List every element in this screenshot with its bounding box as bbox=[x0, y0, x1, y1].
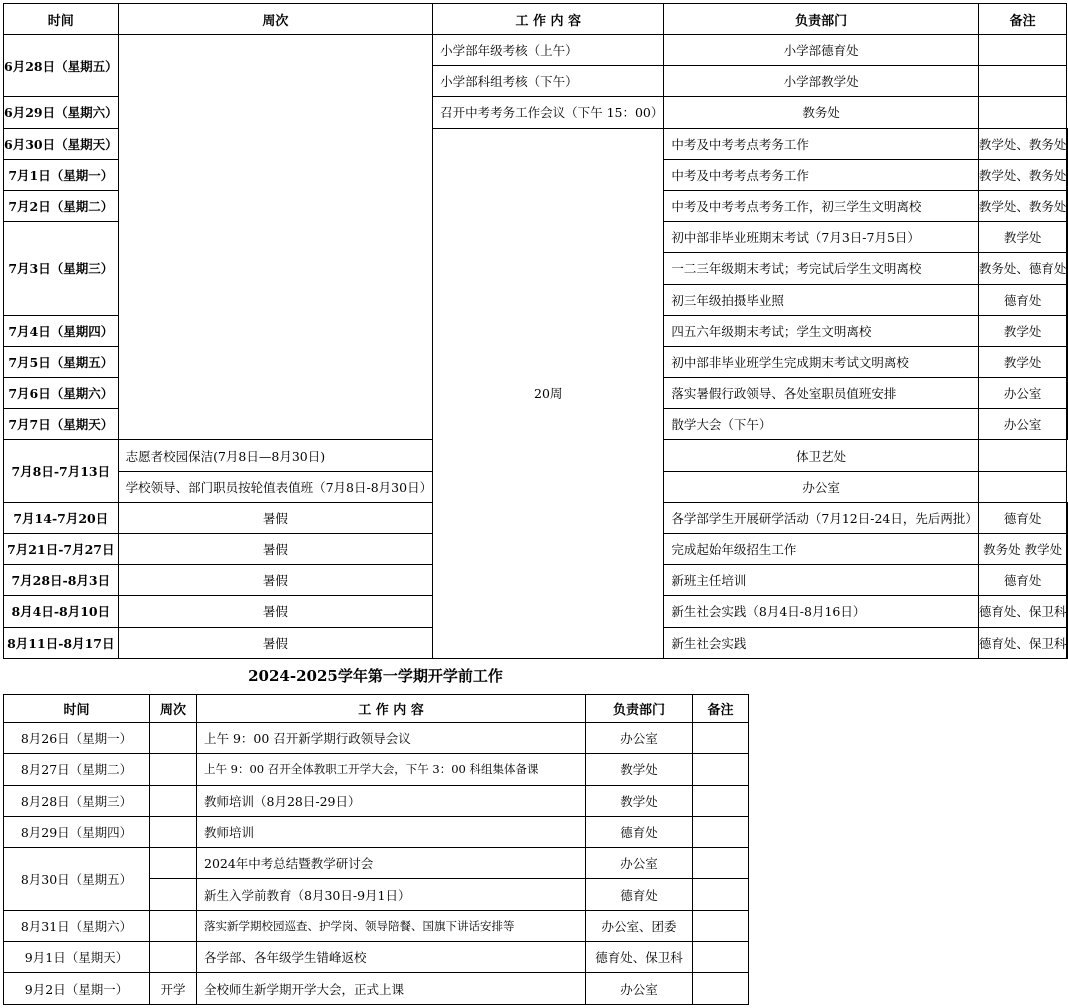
week-cell bbox=[150, 910, 197, 941]
content-cell: 落实暑假行政领导、各处室职员值班安排 bbox=[664, 378, 979, 409]
date-cell: 7月4日（星期四） bbox=[4, 315, 119, 346]
date-cell: 8月30日（星期五） bbox=[4, 848, 150, 911]
date-cell: 7月21日-7月27日 bbox=[4, 534, 119, 565]
date-cell: 7月2日（星期二） bbox=[4, 190, 119, 221]
header-content: 工 作 内 容 bbox=[433, 4, 664, 35]
date-cell: 8月26日（星期一） bbox=[4, 723, 150, 754]
content-cell: 上午 9：00 召开新学期行政领导会议 bbox=[197, 723, 586, 754]
dept-cell: 教务处 bbox=[664, 97, 979, 128]
week-cell bbox=[118, 35, 433, 440]
header-note: 备注 bbox=[978, 4, 1067, 35]
table-row bbox=[4, 35, 1068, 66]
dept-cell: 办公室 bbox=[586, 848, 693, 879]
dept-cell: 教学处、教务处 bbox=[978, 159, 1067, 190]
content-cell: 一二三年级期末考试；考完试后学生文明离校 bbox=[664, 253, 979, 284]
date-cell: 6月29日（星期六） bbox=[4, 97, 119, 128]
table-row bbox=[4, 973, 749, 1004]
content-cell: 教师培训 bbox=[197, 816, 586, 847]
dept-cell: 德育处、保卫科 bbox=[978, 596, 1067, 627]
date-cell: 7月1日（星期一） bbox=[4, 159, 119, 190]
dept-cell: 办公室、团委 bbox=[586, 910, 693, 941]
date-cell: 7月14-7月20日 bbox=[4, 502, 119, 533]
dept-cell: 教学处、教务处 bbox=[978, 128, 1067, 159]
note-cell bbox=[693, 816, 749, 847]
note-cell bbox=[693, 723, 749, 754]
date-cell: 7月28日-8月3日 bbox=[4, 565, 119, 596]
note-cell bbox=[693, 879, 749, 910]
header-time: 时间 bbox=[4, 4, 119, 35]
week-cell: 暑假 bbox=[118, 565, 433, 596]
date-cell: 6月28日（星期五） bbox=[4, 35, 119, 97]
week-cell: 暑假 bbox=[118, 534, 433, 565]
content-cell: 新班主任培训 bbox=[664, 565, 979, 596]
dept-cell: 小学部教学处 bbox=[664, 66, 979, 97]
date-cell: 7月5日（星期五） bbox=[4, 346, 119, 377]
table-row bbox=[4, 723, 749, 754]
dept-cell: 办公室 bbox=[664, 471, 979, 502]
content-cell: 教师培训（8月28日-29日） bbox=[197, 785, 586, 816]
content-cell: 初中部非毕业班学生完成期末考试文明离校 bbox=[664, 346, 979, 377]
dept-cell: 教学处 bbox=[586, 754, 693, 785]
content-cell: 小学部年级考核（上午） bbox=[433, 35, 664, 66]
dept-cell: 教务处 教学处 bbox=[978, 534, 1067, 565]
table-row bbox=[4, 848, 749, 879]
note-cell bbox=[693, 910, 749, 941]
dept-cell: 德育处、保卫科 bbox=[586, 942, 693, 973]
dept-cell: 办公室 bbox=[978, 378, 1067, 409]
week-cell bbox=[150, 879, 197, 910]
summer-schedule-table bbox=[3, 3, 1068, 659]
dept-cell: 德育处 bbox=[586, 816, 693, 847]
content-cell: 小学部科组考核（下午） bbox=[433, 66, 664, 97]
week-cell: 暑假 bbox=[118, 596, 433, 627]
content-cell: 志愿者校园保洁(7月8日—8月30日) bbox=[118, 440, 433, 471]
week-cell bbox=[150, 723, 197, 754]
header-note: 备注 bbox=[693, 695, 749, 723]
content-cell: 落实新学期校园巡查、护学岗、领导陪餐、国旗下讲话安排等 bbox=[197, 910, 586, 941]
note-cell bbox=[978, 35, 1067, 66]
note-cell bbox=[978, 471, 1067, 502]
dept-cell: 教务处、德育处 bbox=[978, 253, 1067, 284]
table-row bbox=[4, 754, 749, 785]
content-cell: 四五六年级期末考试；学生文明离校 bbox=[664, 315, 979, 346]
header-week: 周次 bbox=[118, 4, 433, 35]
table-header-row bbox=[4, 4, 1068, 35]
header-time: 时间 bbox=[4, 695, 150, 723]
date-cell: 8月27日（星期二） bbox=[4, 754, 150, 785]
date-cell: 8月31日（星期六） bbox=[4, 910, 150, 941]
dept-cell: 办公室 bbox=[586, 723, 693, 754]
dept-cell: 办公室 bbox=[586, 973, 693, 1004]
dept-cell: 体卫艺处 bbox=[664, 440, 979, 471]
note-cell bbox=[693, 848, 749, 879]
date-cell: 8月29日（星期四） bbox=[4, 816, 150, 847]
week-cell bbox=[150, 942, 197, 973]
dept-cell: 小学部德育处 bbox=[664, 35, 979, 66]
date-cell: 8月4日-8月10日 bbox=[4, 596, 119, 627]
note-cell bbox=[693, 973, 749, 1004]
header-content: 工 作 内 容 bbox=[197, 695, 586, 723]
content-cell: 各学部、各年级学生错峰返校 bbox=[197, 942, 586, 973]
content-cell: 中考及中考考点考务工作 bbox=[664, 128, 979, 159]
week-cell bbox=[150, 816, 197, 847]
header-dept: 负责部门 bbox=[586, 695, 693, 723]
week-cell bbox=[150, 785, 197, 816]
dept-cell: 德育处 bbox=[978, 502, 1067, 533]
note-cell bbox=[693, 754, 749, 785]
week-cell: 暑假 bbox=[118, 502, 433, 533]
week-cell bbox=[150, 848, 197, 879]
week-20-cell: 20周 bbox=[433, 128, 664, 658]
table-header-row bbox=[4, 695, 749, 723]
dept-cell: 教学处、教务处 bbox=[978, 190, 1067, 221]
dept-cell: 德育处 bbox=[978, 284, 1067, 315]
content-cell: 中考及中考考点考务工作，初三学生文明离校 bbox=[664, 190, 979, 221]
dept-cell: 德育处、保卫科 bbox=[978, 627, 1067, 658]
date-cell: 8月11日-8月17日 bbox=[4, 627, 119, 658]
content-cell: 学校领导、部门职员按轮值表值班（7月8日-8月30日） bbox=[118, 471, 433, 502]
dept-cell: 教学处 bbox=[586, 785, 693, 816]
dept-cell: 教学处 bbox=[978, 315, 1067, 346]
note-cell bbox=[978, 440, 1067, 471]
table-row bbox=[4, 942, 749, 973]
section-title: 2024-2025学年第一学期开学前工作 bbox=[248, 667, 503, 685]
content-cell: 2024年中考总结暨教学研讨会 bbox=[197, 848, 586, 879]
table-row bbox=[4, 785, 749, 816]
week-cell: 暑假 bbox=[118, 627, 433, 658]
content-cell: 散学大会（下午） bbox=[664, 409, 979, 440]
content-cell: 中考及中考考点考务工作 bbox=[664, 159, 979, 190]
content-cell: 初三年级拍摄毕业照 bbox=[664, 284, 979, 315]
week-cell bbox=[150, 754, 197, 785]
content-cell: 上午 9：00 召开全体教职工开学大会，下午 3：00 科组集体备课 bbox=[197, 754, 586, 785]
date-cell: 7月7日（星期天） bbox=[4, 409, 119, 440]
content-cell: 新生入学前教育（8月30日-9月1日） bbox=[197, 879, 586, 910]
date-cell: 7月6日（星期六） bbox=[4, 378, 119, 409]
note-cell bbox=[693, 785, 749, 816]
note-cell bbox=[693, 942, 749, 973]
date-cell: 9月2日（星期一） bbox=[4, 973, 150, 1004]
date-cell: 7月8日-7月13日 bbox=[4, 440, 119, 502]
content-cell: 全校师生新学期开学大会，正式上课 bbox=[197, 973, 586, 1004]
dept-cell: 教学处 bbox=[978, 346, 1067, 377]
date-cell: 8月28日（星期三） bbox=[4, 785, 150, 816]
table-row bbox=[4, 816, 749, 847]
table-row bbox=[4, 910, 749, 941]
date-cell: 6月30日（星期天） bbox=[4, 128, 119, 159]
content-cell: 新生社会实践 bbox=[664, 627, 979, 658]
note-cell bbox=[978, 97, 1067, 128]
content-cell: 各学部学生开展研学活动（7月12日-24日，先后两批） bbox=[664, 502, 979, 533]
dept-cell: 办公室 bbox=[978, 409, 1067, 440]
content-cell: 召开中考考务工作会议（下午 15：00） bbox=[433, 97, 664, 128]
header-week: 周次 bbox=[150, 695, 197, 723]
content-cell: 新生社会实践（8月4日-8月16日） bbox=[664, 596, 979, 627]
dept-cell: 德育处 bbox=[978, 565, 1067, 596]
week-cell: 开学 bbox=[150, 973, 197, 1004]
dept-cell: 德育处 bbox=[586, 879, 693, 910]
pre-semester-table bbox=[3, 694, 749, 1005]
content-cell: 初中部非毕业班期末考试（7月3日-7月5日） bbox=[664, 222, 979, 253]
dept-cell: 教学处 bbox=[978, 222, 1067, 253]
date-cell: 7月3日（星期三） bbox=[4, 222, 119, 316]
header-dept: 负责部门 bbox=[664, 4, 979, 35]
content-cell: 完成起始年级招生工作 bbox=[664, 534, 979, 565]
date-cell: 9月1日（星期天） bbox=[4, 942, 150, 973]
note-cell bbox=[978, 66, 1067, 97]
